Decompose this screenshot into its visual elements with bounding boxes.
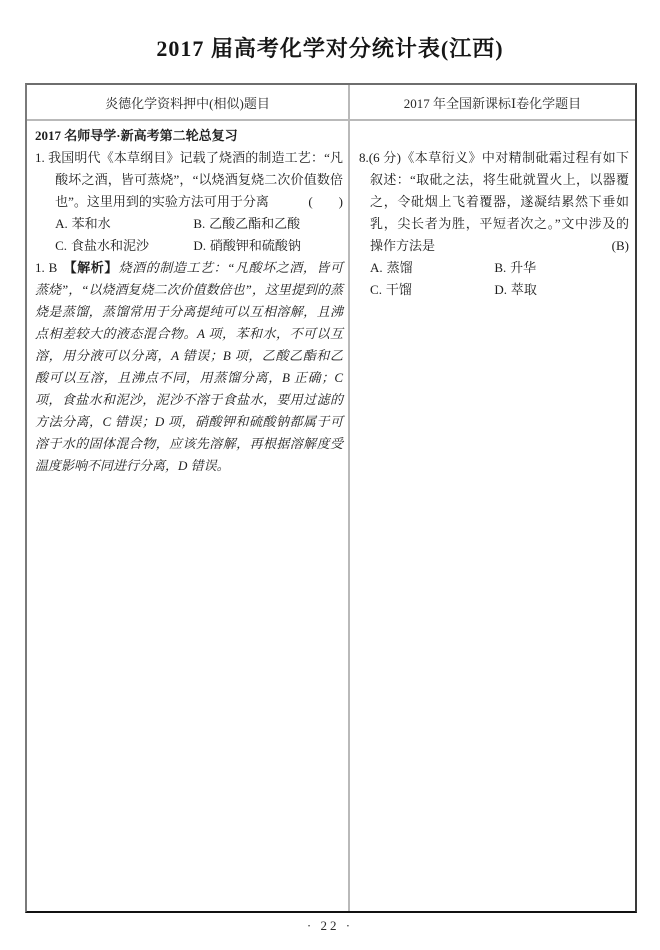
option-1a	[55, 213, 193, 235]
source-book-title: 2017 名师导学·新高考第二轮总复习	[35, 128, 238, 143]
table-header-right-label: 2017 年全国新课标Ⅰ卷化学题目	[403, 95, 582, 111]
question-8-score: (6 分)	[368, 150, 401, 165]
option-1c-text: 食盐水和泥沙	[70, 238, 149, 253]
option-1b	[193, 213, 343, 235]
table-body-row	[27, 121, 635, 911]
page-number: · 22 ·	[306, 918, 354, 933]
table-header-left	[27, 85, 348, 119]
option-8b-text: 升华	[510, 260, 537, 275]
question-1-options	[35, 213, 343, 257]
option-1b-label: B.	[193, 216, 206, 231]
option-8b-label: B.	[494, 260, 507, 275]
left-cell	[27, 121, 348, 911]
option-8d	[494, 279, 629, 301]
option-8d-label: D.	[494, 282, 507, 297]
table-header-left-label: 炎德化学资料押中(相似)题目	[105, 95, 270, 111]
option-1d	[193, 235, 343, 257]
option-8c-text: 干馏	[385, 282, 412, 297]
question-8-answer: (B)	[611, 238, 629, 253]
right-cell	[348, 121, 635, 911]
option-8a	[370, 257, 494, 279]
exam-comparison-table	[25, 83, 637, 913]
analysis-tag: 【解析】	[63, 260, 118, 275]
option-1d-label: D.	[193, 238, 206, 253]
question-1-analysis	[35, 257, 343, 477]
option-8d-text: 萃取	[510, 282, 537, 297]
page-title: 2017 届高考化学对分统计表(江西)	[156, 36, 504, 61]
option-8a-text: 蒸馏	[386, 260, 413, 275]
question-8-text: 《本草衍义》中对精制砒霜过程有如下叙述：“取砒之法，将生砒就置火上，以器覆之，令砒烟上飞着覆器，遂凝结累然下垂如乳，尖长者为胜，平短者次之。”文中涉及的操作方法是	[370, 150, 629, 253]
option-1a-label: A.	[55, 216, 68, 231]
question-1-number: 1.	[35, 150, 45, 165]
analysis-answer: 1. B	[35, 260, 58, 275]
question-8-options	[359, 257, 629, 301]
table-header-row	[27, 85, 635, 121]
question-1	[35, 147, 343, 213]
option-8a-label: A.	[370, 260, 383, 275]
table-header-right	[348, 85, 635, 119]
option-1c-label: C.	[55, 238, 68, 253]
question-1-text: 我国明代《本草纲目》记载了烧酒的制造工艺：“凡酸坏之酒，皆可蒸烧”，“以烧酒复烧二次价值数倍也”。这里用到的实验方法可用于分离	[48, 150, 343, 209]
question-8	[359, 147, 629, 257]
analysis-text: 烧酒的制造工艺：“凡酸坏之酒，皆可蒸烧”，“以烧酒复烧二次价值数倍也”，这里提到的蒸烧是蒸馏，蒸馏常用于分离提纯可以互相溶解，且沸点相差较大的液态混合物。A 项，苯和水，不可以互溶，用分液可以分离，A 错误；B 项，乙酸乙酯和乙酸可以互溶，且沸点不同，用蒸馏分离，B 正确；C 项，食盐水和泥沙，泥沙不溶于食盐水，要用过滤的方法分离，C 错误；D 项，硝酸钾和硫酸钠都属于可溶于水的固体混合物，应该先溶解，再根据溶解度受温度影响不同进行分离，D 错误。	[35, 260, 343, 473]
option-1b-text: 乙酸乙酯和乙酸	[209, 216, 301, 231]
option-8c	[370, 279, 494, 301]
option-8c-label: C.	[370, 282, 382, 297]
question-8-number: 8.	[359, 150, 369, 165]
option-8b	[494, 257, 629, 279]
option-1c	[55, 235, 193, 257]
option-1a-text: 苯和水	[71, 216, 111, 231]
option-1d-text: 硝酸钾和硫酸钠	[209, 238, 301, 253]
question-1-answer-bracket: ( )	[308, 194, 343, 209]
